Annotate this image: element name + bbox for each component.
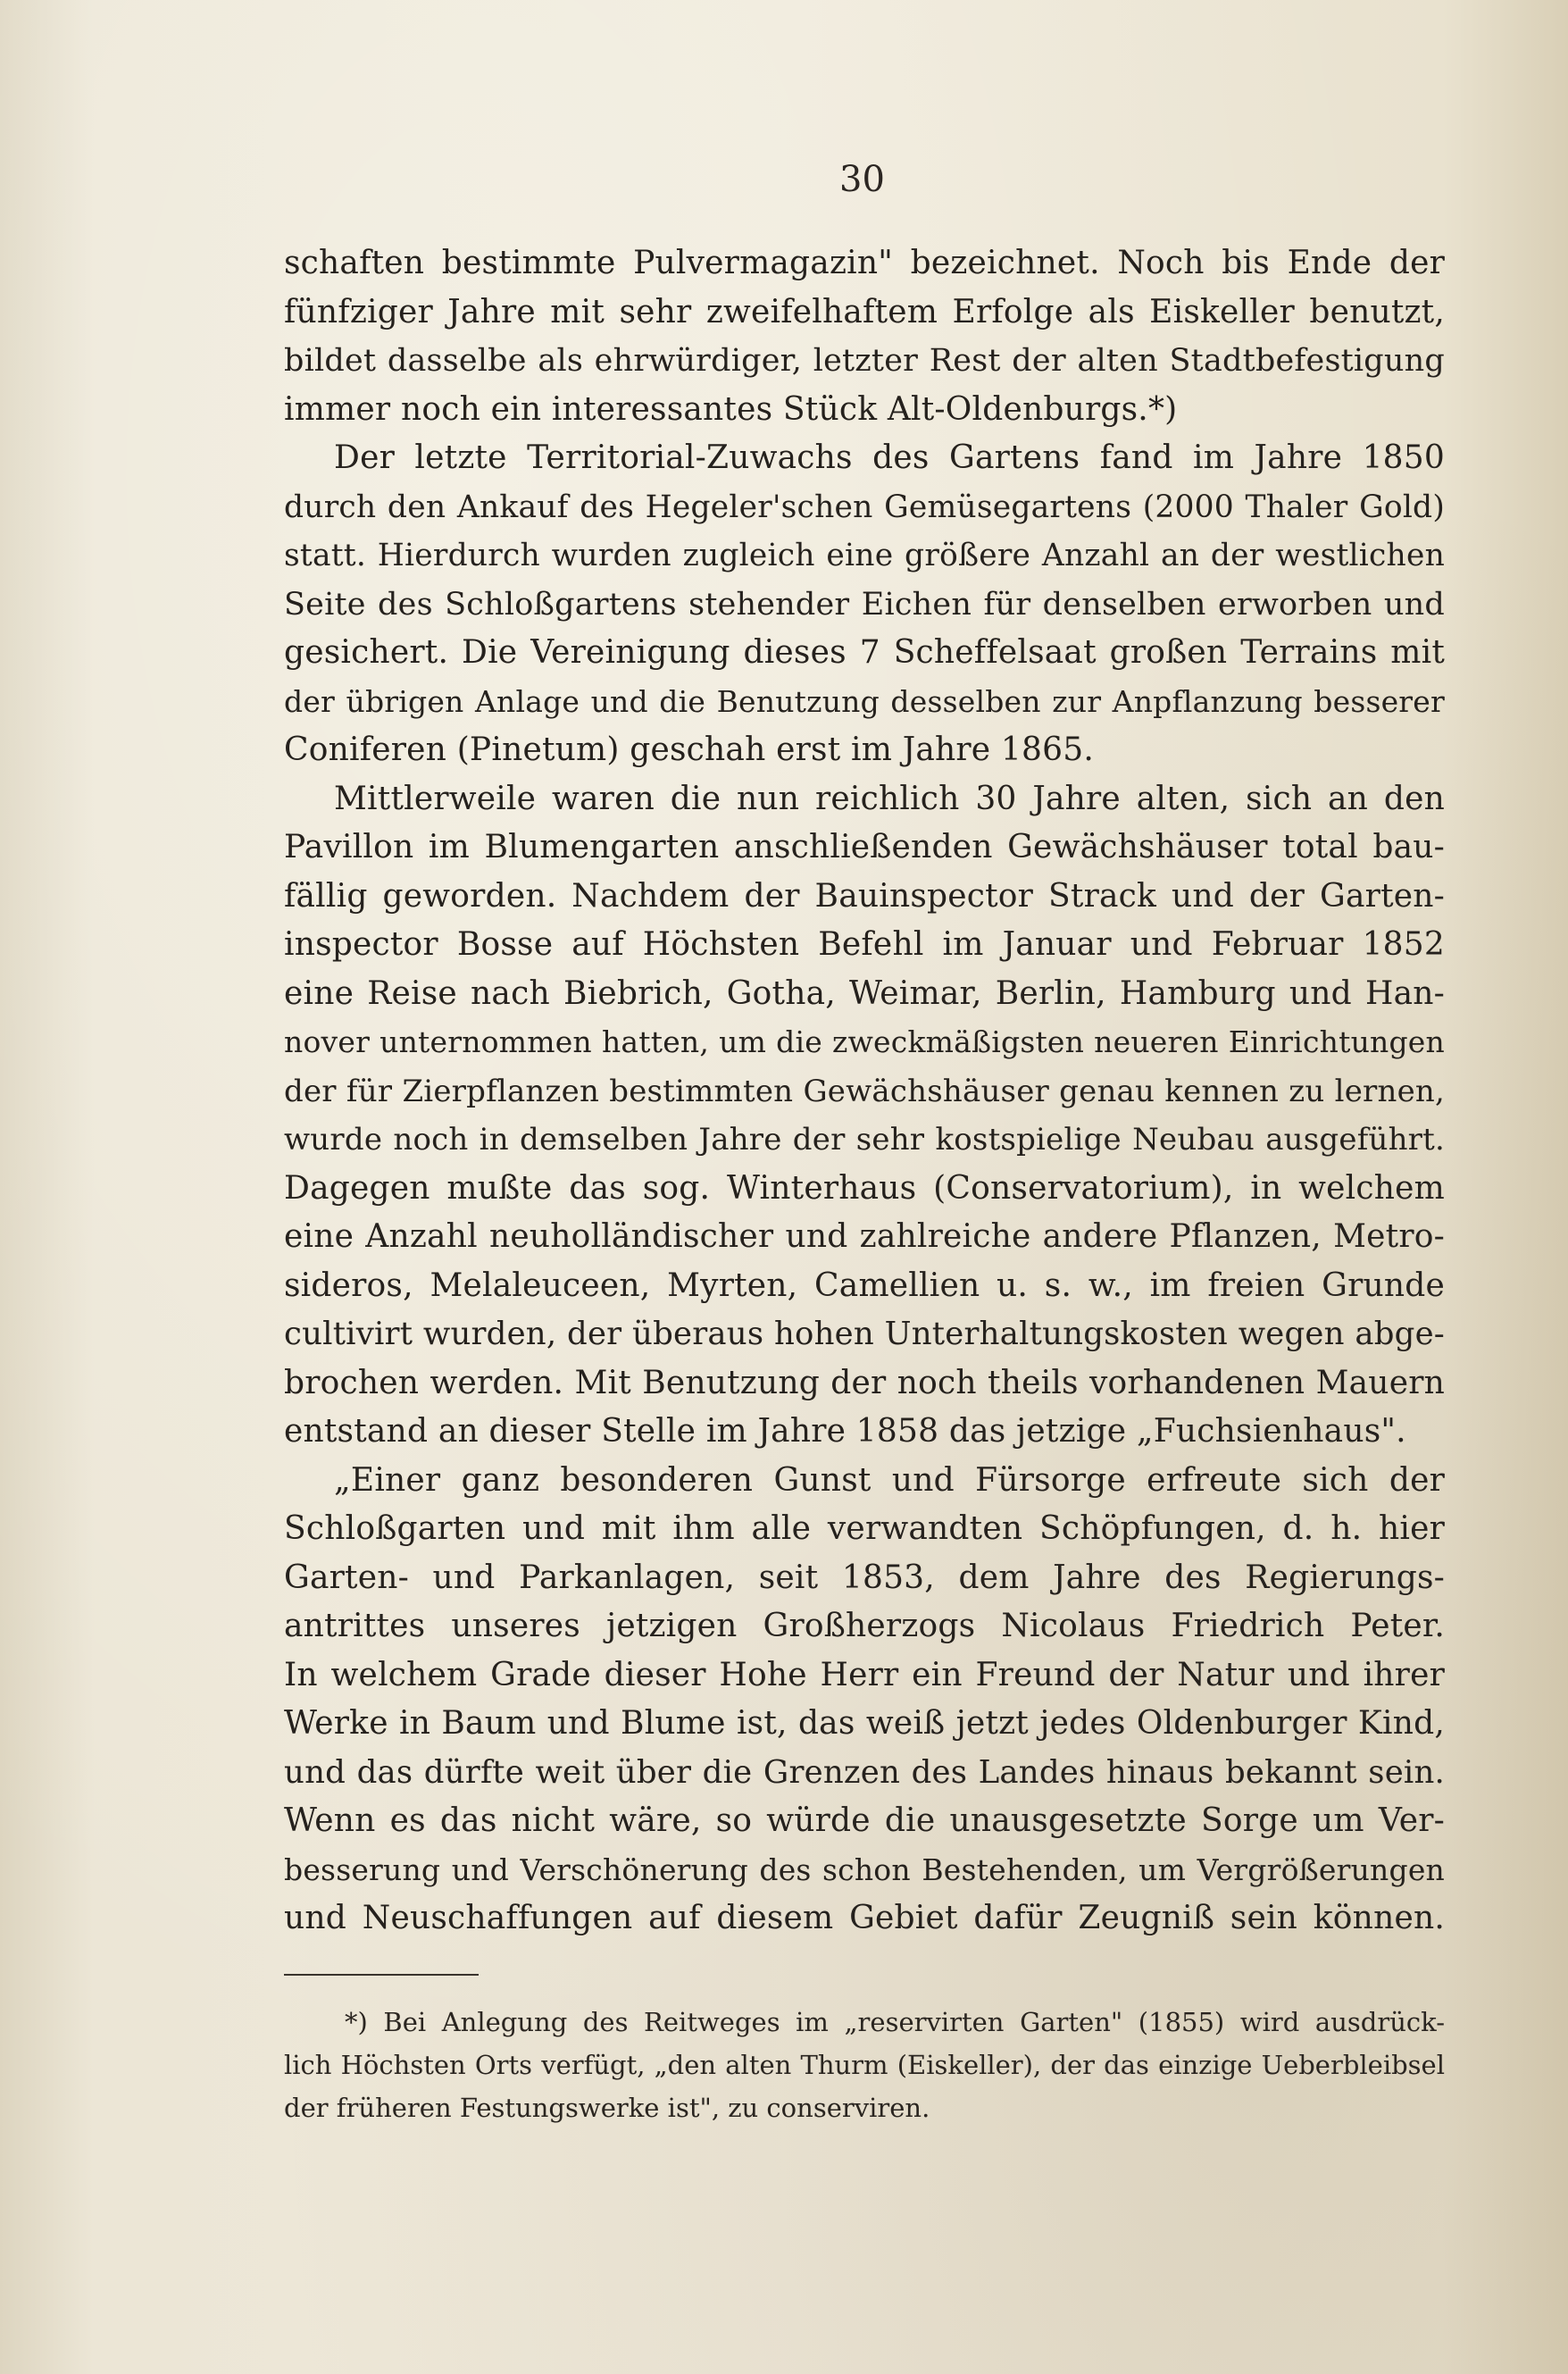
text-line: Werke in Baum und Blume ist, das weiß jetzt jedes Oldenburger Kind, xyxy=(284,1705,1445,1742)
text-line: statt. Hierdurch wurden zugleich eine größere Anzahl an der westlichen xyxy=(284,538,1445,573)
footnote-line: der früheren Festungswerke ist", zu conserviren. xyxy=(284,2093,930,2123)
text-line: cultivirt wurden, der überaus hohen Unterhaltungskosten wegen abge- xyxy=(284,1316,1445,1352)
text-line: Wenn es das nicht wäre, so würde die unausgesetzte Sorge um Ver- xyxy=(284,1802,1445,1839)
footnote-divider xyxy=(284,1974,479,1976)
text-line: Garten- und Parkanlagen, seit 1853, dem Jahre des Regierungs- xyxy=(284,1559,1445,1596)
text-line: Schloßgarten und mit ihm alle verwandten Schöpfungen, d. h. hier xyxy=(284,1510,1445,1547)
text-line: eine Reise nach Biebrich, Gotha, Weimar, Berlin, Hamburg und Han- xyxy=(284,974,1445,1012)
text-line: gesichert. Die Vereinigung dieses 7 Scheffelsaat großen Terrains mit xyxy=(284,634,1445,671)
text-line: immer noch ein interessantes Stück Alt-Oldenburgs.*) xyxy=(284,390,1178,428)
text-line: bildet dasselbe als ehrwürdiger, letzter Rest der alten Stadtbefestigung xyxy=(284,343,1445,379)
page-number: 30 xyxy=(839,159,885,200)
text-line: und Neuschaffungen auf diesem Gebiet dafür Zeugniß sein können. xyxy=(284,1900,1445,1936)
text-line: Seite des Schloßgartens stehender Eichen für denselben erworben und xyxy=(284,586,1445,623)
footnote-line: *) Bei Anlegung des Reitweges im „reservirten Garten" (1855) wird ausdrück- xyxy=(345,2007,1445,2037)
text-line: durch den Ankauf des Hegeler'schen Gemüsegartens (2000 Thaler Gold) xyxy=(284,489,1445,525)
footnote-line: lich Höchsten Orts verfügt, „den alten Thurm (Eiskeller), der das einzige Ueberbleibsel xyxy=(284,2050,1445,2080)
text-line: besserung und Verschönerung des schon Bestehenden, um Vergrößerungen xyxy=(284,1852,1445,1887)
text-line: sideros, Melaleuceen, Myrten, Camellien u. s. w., im freien Grunde xyxy=(284,1266,1445,1304)
text-line: wurde noch in demselben Jahre der sehr kostspielige Neubau ausgeführt. xyxy=(284,1122,1445,1158)
text-line: fällig geworden. Nachdem der Bauinspector Strack und der Garten- xyxy=(284,877,1445,915)
text-line: Pavillon im Blumengarten anschließenden Gewächshäuser total bau- xyxy=(284,829,1445,865)
text-line: der für Zierpflanzen bestimmten Gewächshäuser genau kennen zu lernen, xyxy=(284,1073,1445,1109)
text-line: und das dürfte weit über die Grenzen des Landes hinaus bekannt sein. xyxy=(284,1753,1445,1791)
text-line: Dagegen mußte das sog. Winterhaus (Conservatorium), in welchem xyxy=(284,1169,1445,1207)
text-line: Coniferen (Pinetum) geschah erst im Jahre 1865. xyxy=(284,731,1094,768)
text-line: entstand an dieser Stelle im Jahre 1858 das jetzige „Fuchsienhaus". xyxy=(284,1413,1406,1450)
text-line: Der letzte Territorial-Zuwachs des Gartens fand im Jahre 1850 xyxy=(334,439,1445,476)
text-line: schaften bestimmte Pulvermagazin" bezeichnet. Noch bis Ende der xyxy=(284,245,1445,281)
text-line: fünfziger Jahre mit sehr zweifelhaftem Erfolge als Eiskeller benutzt, xyxy=(284,293,1445,330)
text-line: inspector Bosse auf Höchsten Befehl im Januar und Februar 1852 xyxy=(284,926,1445,963)
text-line: Mittlerweile waren die nun reichlich 30 Jahre alten, sich an den xyxy=(334,780,1445,817)
text-line: eine Anzahl neuholländischer und zahlreiche andere Pflanzen, Metro- xyxy=(284,1218,1445,1255)
text-line: antrittes unseres jetzigen Großherzogs Nicolaus Friedrich Peter. xyxy=(284,1608,1445,1644)
text-line: In welchem Grade dieser Hohe Herr ein Freund der Natur und ihrer xyxy=(284,1656,1445,1693)
body-text xyxy=(284,239,1445,1944)
text-line: nover unternommen hatten, um die zweckmäßigsten neueren Einrichtungen xyxy=(284,1024,1445,1059)
footnote xyxy=(284,2001,1445,2129)
text-line: „Einer ganz besonderen Gunst und Fürsorge erfreute sich der xyxy=(334,1461,1445,1499)
text-line: brochen werden. Mit Benutzung der noch theils vorhandenen Mauern xyxy=(284,1364,1445,1401)
text-line: der übrigen Anlage und die Benutzung desselben zur Anpflanzung besserer xyxy=(284,683,1445,719)
